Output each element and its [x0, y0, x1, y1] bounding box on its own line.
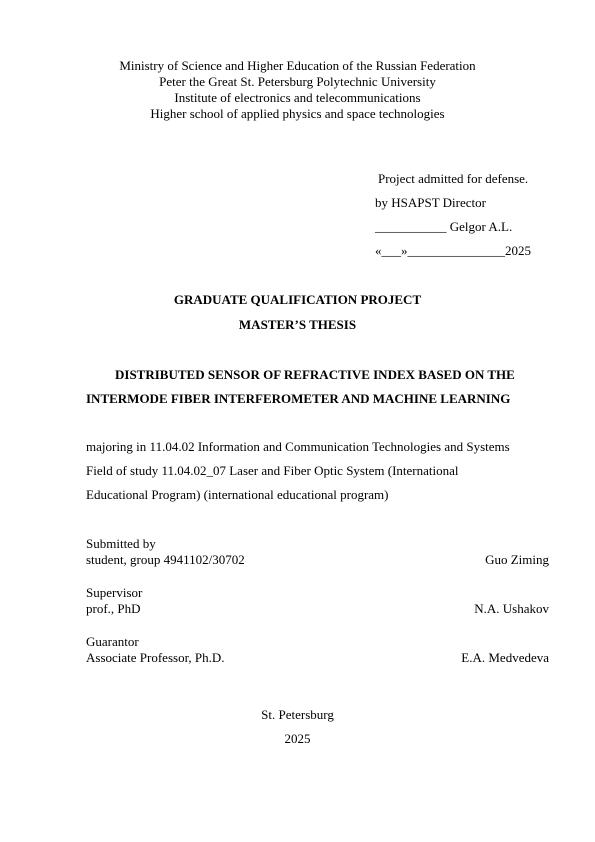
institute-line: Institute of electronics and telecommunications [174, 90, 421, 105]
admission-director: by HSAPST Director [375, 195, 486, 210]
admission-statement: Project admitted for defense. [378, 171, 529, 186]
supervisor-heading: Supervisor [86, 585, 143, 600]
admission-date-line: «___»_______________2025 [375, 243, 531, 258]
field-of-study-line: Field of study 11.04.02_07 Laser and Fiber Optic System (International [86, 463, 459, 478]
year-line: 2025 [284, 731, 311, 746]
majoring-line: majoring in 11.04.02 Information and Communication Technologies and Systems [86, 439, 510, 454]
guarantor-name: E.A. Medvedeva [461, 650, 549, 665]
university-line: Peter the Great St. Petersburg Polytechnic University [159, 74, 436, 89]
program-type-line: Educational Program) (international educational program) [86, 487, 389, 502]
supervisor-name: N.A. Ushakov [474, 601, 549, 616]
admission-signature-line: ___________ Gelgor A.L. [375, 219, 513, 234]
topic-line-1: DISTRIBUTED SENSOR OF REFRACTIVE INDEX BASED ON THE [115, 367, 515, 382]
topic-line-2: INTERMODE FIBER INTERFEROMETER AND MACHINE LEARNING [86, 391, 511, 406]
school-line: Higher school of applied physics and space technologies [150, 106, 445, 121]
supervisor-role: prof., PhD [86, 601, 141, 616]
student-name: Guo Ziming [485, 552, 549, 567]
guarantor-heading: Guarantor [86, 634, 139, 649]
guarantor-role: Associate Professor, Ph.D. [86, 650, 225, 665]
student-role: student, group 4941102/30702 [86, 552, 245, 567]
submitted-heading: Submitted by [86, 536, 156, 551]
thesis-type-title: MASTER’S THESIS [238, 317, 357, 332]
city-line: St. Petersburg [261, 707, 334, 722]
ministry-line: Ministry of Science and Higher Education of the Russian Federation [119, 58, 476, 73]
document-type-title: GRADUATE QUALIFICATION PROJECT [173, 292, 422, 307]
